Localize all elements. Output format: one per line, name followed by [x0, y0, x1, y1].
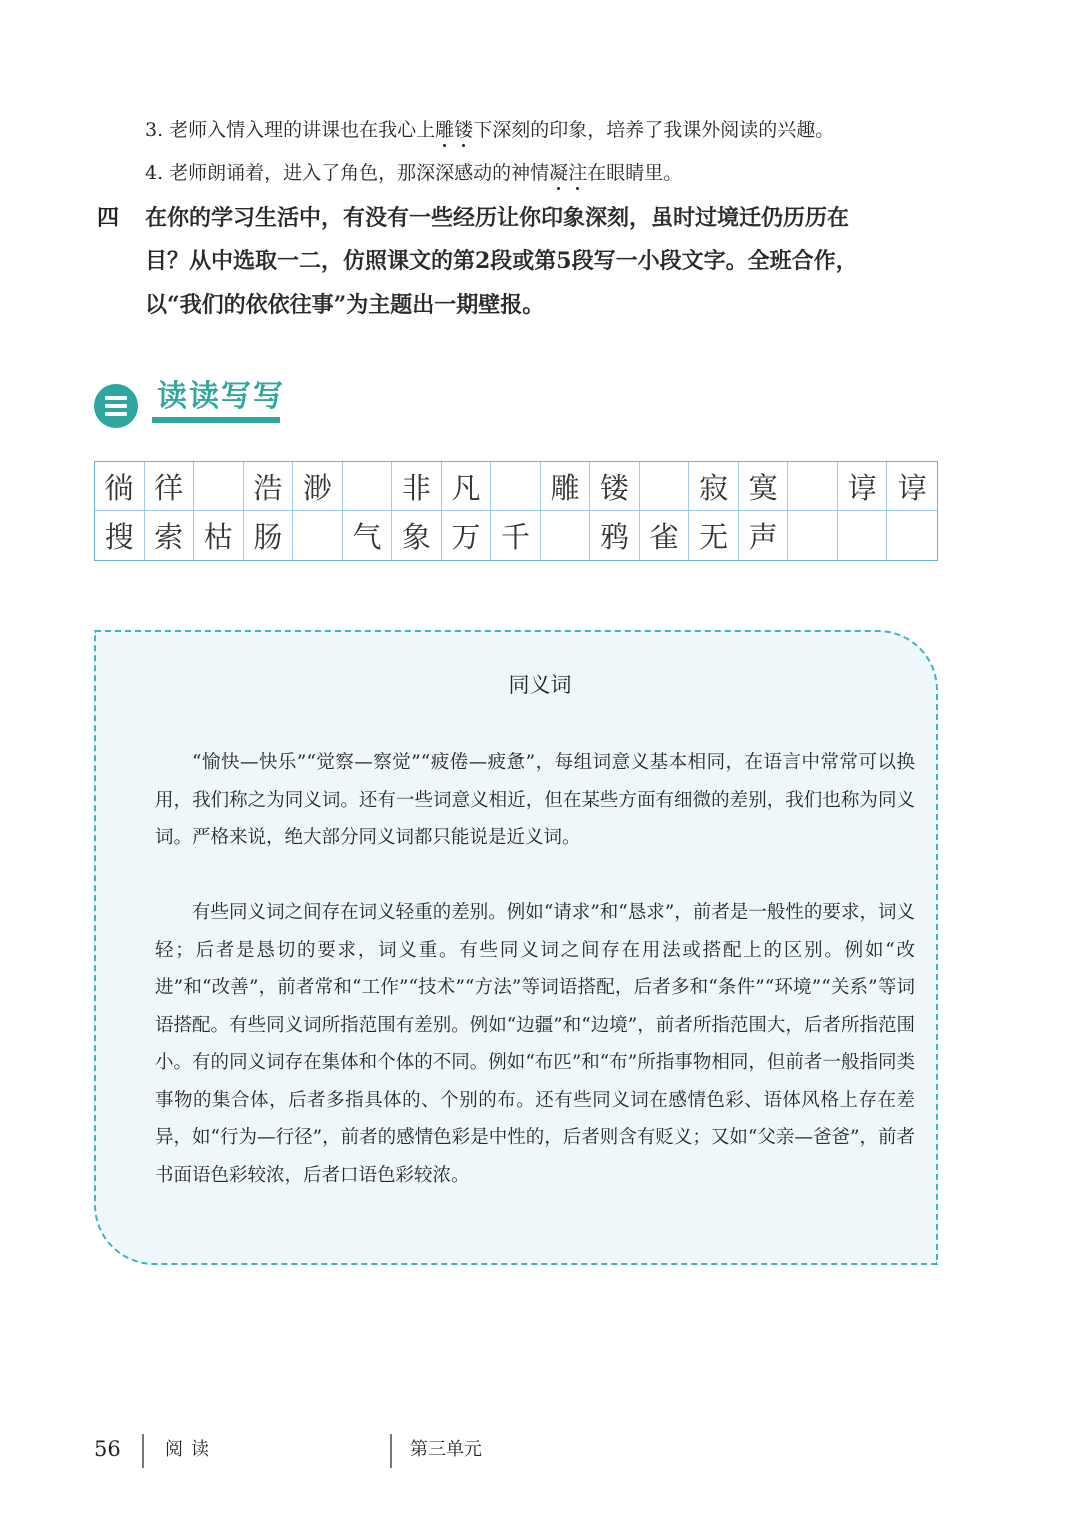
footer-divider [390, 1434, 392, 1468]
grid-cell: 雀 [640, 511, 690, 560]
grid-cell: 无 [689, 511, 739, 560]
three-lines-icon [94, 384, 138, 428]
grid-cell [887, 511, 937, 560]
grid-cell: 寂 [689, 462, 739, 511]
section-title: 读读写写 [157, 379, 285, 414]
grid-cell: 索 [145, 511, 195, 560]
grid-cell: 气 [343, 511, 393, 560]
grid-cell: 徜 [95, 462, 145, 511]
grid-cell: 万 [442, 511, 492, 560]
grid-cell: 渺 [293, 462, 343, 511]
grid-cell [343, 462, 393, 511]
grid-cell: 谆 [887, 462, 937, 511]
word-grid [94, 461, 938, 561]
question-number: 四 [97, 205, 120, 231]
question-text-line: 目？从中选取一二，仿照课文的第2段或第5段写一小段文字。全班合作， [145, 248, 858, 274]
emphasis-char: 凝 [549, 162, 569, 184]
note-title: 同义词 [508, 673, 572, 697]
footer-unit: 第三单元 [410, 1439, 482, 1460]
grid-cell [640, 462, 690, 511]
grid-cell: 搜 [95, 511, 145, 560]
grid-cell: 浩 [244, 462, 294, 511]
footer-section: 阅读 [165, 1439, 217, 1460]
grid-cell [293, 511, 343, 560]
grid-cell: 千 [491, 511, 541, 560]
grid-cell: 雕 [541, 462, 591, 511]
note-paragraph-2: 有些同义词之间存在词义轻重的差别。例如“请求”和“恳求”，前者是一般性的要求，词义轻；后者是恳切的要求，词义重。有些同义词之间存在用法或搭配上的区别。例如“改进”和“改善”，前者常和“工作”“技术”“方法”等词语搭配，后者多和“条件”“环境”“关系”等词语搭配。有些同义词所指范围有差别。例如“边疆”和“边境”，前者所指范围大，后者所指范围小。有的同义词存在集体和个体的不同。例如“布匹”和“布”所指事物相同，但前者一般指同类事物的集合体，后者多指具体的、个别的布。还有些同义词在感情色彩、语体风格上存在差异，如“行为—行径”，前者的感情色彩是中性的，后者则含有贬义；又如“父亲—爸爸”，前者书面语色彩较浓，后者口语色彩较浓。 [155, 902, 915, 1186]
emphasis-char: 镂 [454, 119, 474, 141]
emphasis-char: 注 [568, 162, 588, 184]
sentence-3: 3. 老师入情入理的讲课也在我心上雕镂下深刻的印象，培养了我课外阅读的兴趣。 [145, 119, 835, 141]
grid-cell [788, 511, 838, 560]
page-number: 56 [94, 1437, 121, 1461]
grid-cell: 枯 [194, 511, 244, 560]
note-paragraph-1: “愉快—快乐”“觉察—察觉”“疲倦—疲惫”，每组词意义基本相同，在语言中常常可以换用，我们称之为同义词。还有一些词意义相近，但在某些方面有细微的差别，我们也称为同义词。严格来说，绝大部分同义词都只能说是近义词。 [155, 752, 915, 848]
grid-cell: 肠 [244, 511, 294, 560]
grid-cell: 谆 [838, 462, 888, 511]
grid-cell: 鸦 [590, 511, 640, 560]
grid-cell [838, 511, 888, 560]
grid-cell: 徉 [145, 462, 195, 511]
grid-cell [194, 462, 244, 511]
question-text-line: 在你的学习生活中，有没有一些经历让你印象深刻，虽时过境迁仍历历在 [145, 205, 850, 231]
grid-cell [788, 462, 838, 511]
section-underline [152, 417, 280, 423]
grid-cell: 镂 [590, 462, 640, 511]
grid-cell: 非 [392, 462, 442, 511]
grid-cell: 声 [739, 511, 789, 560]
grid-cell: 寞 [739, 462, 789, 511]
emphasis-char: 雕 [435, 119, 455, 141]
grid-cell: 象 [392, 511, 442, 560]
footer-divider [142, 1434, 144, 1468]
grid-cell [491, 462, 541, 511]
sentence-4: 4. 老师朗诵着，进入了角色，那深深感动的神情凝注在眼睛里。 [145, 162, 683, 184]
grid-cell: 凡 [442, 462, 492, 511]
question-text-line: 以“我们的依依往事”为主题出一期壁报。 [145, 292, 545, 318]
grid-cell [541, 511, 591, 560]
